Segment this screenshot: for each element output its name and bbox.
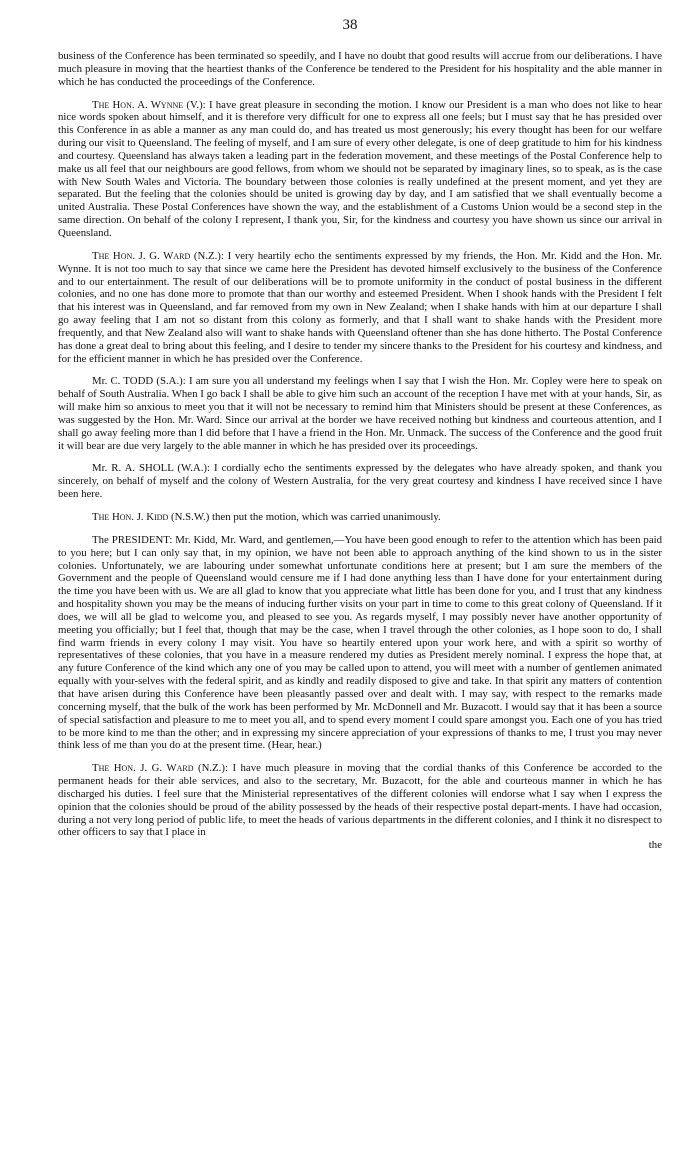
page-number: 38 — [342, 17, 358, 33]
paragraph-text: Mr. Kidd, Mr. Ward, and gentlemen,—You have been good enough to refer to the attention which has been paid to you here; but I can only say that, in my opinion, we have not been able to approach anything of the kind shown to us in the sister colonies. Unfortunately, we are labouring under somewhat unfortunate conditions here at present; but I am sure the members of the Government and the people of Queensland would censure me if I had done anything less than I have done for your entertainment during the time you have been with us. We are all glad to know that you appreciate what little has been done for you, and I trust that any kindness and hospitality shown you may be the means of inducing further visits on your part in time to come to this great colony of Queensland. If it does, we will all be glad to welcome you, and pleased to see you. As regards myself, I may possibly never have another opportunity of meeting you officially; but I feel that, though that may be the case, when I travel through the other colonies, as I hope soon to do, I shall find warm friends in every colony I may visit. You have so heartily entered upon your work here, and with a spirit so worthy of representatives of these colonies, that you have in a measure rendered my duties as President merely nominal. I express the hope that, at any future Conference of the kind which any one of you may be called upon to attend, you will meet with a number of gentlemen animated equally with your-selves with the federal spirit, and as kindly and readily disposed to give and take. In that spirit any matters of contention that have arisen during this Conference have been pleasantly passed over and dealt with. I may say, with respect to the remarks made concerning myself, that the bulk of the work has been performed by Mr. McDonnell and Mr. Buzacott. I would say that it has been a source of special satisfaction and pleasure to me to meet you all, and to spend every moment I could spare amongst you. Each one of you has tried to be more kind to me than the other; and in expressing my sincere appreciation of your expressions of thanks to me, I trust you may never think less of me than you do at the present time. (Hear, hear.) — [58, 533, 663, 752]
catchword: the — [648, 839, 662, 852]
speaker-name: The Hon. J. G. Ward (N.Z.): — [92, 249, 224, 262]
paragraph-president — [58, 534, 662, 752]
paragraph-ward-1 — [58, 250, 662, 366]
paragraph-text: business of the Conference has been terminated so speedily, and I have no doubt that good results will accrue from our deliberations. I have much pleasure in moving that the heartiest thanks of the Conference be tendered to the President for his hospitality and the able manner in which he has conducted the proceedings of the Conference. — [58, 50, 662, 88]
paragraph-text: I have great pleasure in seconding the motion. I know our President is a man who does not like to hear nice words spoken about himself, and it is therefore very difficult for one to express all one feels; but I must say that he has presided over this Conference in as able a manner as any man could do, and has treated us most generously; his every thought has been for our welfare during our visit to Queensland. The feeling of myself, and I am sure of every other delegate, is one of deep gratitude to him for his kindness and courtesy. Queensland has always taken a leading part in the federation movement, and these meetings of the Postal Conference help to make us all feel that our neighbours are good fellows, from whom we should not be separated by imaginary lines, so to speak, as is the case with New South Wales and Victoria. The boundary between those colonies is really undefined at the present moment, and yet they are separated. But the feeling that the colonies should be united is growing day by day, and I am satisfied that we shall eventually become a united Australia. These Postal Conferences have shown the way, and the establishment of a Customs Union would be a second step in the same direction. On behalf of the colony I represent, I thank you, Sir, for the kindness and courtesy you have shown us since our arrival in Queensland. — [58, 98, 662, 239]
paragraph-kidd — [58, 511, 662, 524]
paragraph-todd — [58, 375, 662, 452]
paragraph-text: then put the motion, which was carried unanimously. — [212, 511, 441, 523]
speaker-name: The Hon. J. Kidd (N.S.W.) — [92, 511, 210, 523]
speaker-name: The Hon. J. G. Ward (N.Z.): — [92, 762, 228, 775]
paragraph-text: I cordially echo the sentiments expressed by the delegates who have already spoken, and thank you sincerely, on behalf of myself and the colony of Western Australia, for the very great courtesy and kindness I have received since I have been here. — [58, 462, 662, 501]
paragraph-ward-2 — [58, 762, 662, 839]
paragraph-wynne — [58, 99, 662, 240]
speaker-name: Mr. C. TODD (S.A.): — [92, 375, 186, 388]
speaker-name: The Hon. A. Wynne (V.): — [92, 98, 206, 111]
paragraph-continuation — [58, 50, 662, 89]
paragraph-text: I have much pleasure in moving that the cordial thanks of this Conference be accorded to the permanent heads for their able services, and also to the secretary, Mr. Buzacott, for the able and courteous manner in which he has discharged his duties. I feel sure that the Ministerial representatives of the different colonies will endorse what I say when I express the opinion that the colonies should be proud of the ability possessed by the heads of their respective postal depart-ments. I have had occasion, during a not very long period of public life, to meet the heads of various departments in the different colonies, and I think it no disrespect to other officers to say that I place in — [58, 762, 662, 839]
paragraph-text: I am sure you all understand my feelings when I say that I wish the Hon. Mr. Copley were here to speak on behalf of South Australia. When I go back I shall be able to give him such an account of the reception I have met with at your hands, Sir, as will make him so anxious to meet you that it will not be necessary to remind him that Ministers should be present at these Conferences, as was suggested by the Hon. Mr. Ward. Since our arrival at the border we have received nothing but kindness and courteous attention, and I shall go away feeling more than I did before that I have a friend in the Hon. Mr. Unmack. The success of the Conference and the good fruit it will bear are due very largely to the able manner in which he has presided over its proceedings. — [58, 375, 662, 452]
speaker-name: The PRESIDENT: — [92, 533, 173, 546]
paragraph-sholl — [58, 462, 662, 501]
paragraph-text: I very heartily echo the sentiments expressed by my friends, the Hon. Mr. Kidd and the Hon. Mr. Wynne. It is not too much to say that since we came here the President has devoted himself exclusively to the business of the Conference and to our entertainment. The result of our deliberations will be to promote uniformity in the conduct of postal business in the different colonies, and no one has done more to promote that than our worthy and esteemed President. When I shook hands with the President I felt that his interest was in Queensland, and far removed from my own in New Zealand; when I shake hands with him at our departure I shall go away feeling that I am not so distant from this colony as formerly, and that I shall want to shake hands with the President more frequently, and that New Zealand also will want to shake hands with Queensland oftener than she has done hitherto. The Postal Conference has done a great deal to bring about this feeling, and I desire to tender my sincere thanks to the President for his courtesy and kindness, and for the efficient manner in which he has presided over the Conference. — [58, 249, 662, 365]
speaker-name: Mr. R. A. SHOLL (W.A.): — [92, 462, 211, 475]
